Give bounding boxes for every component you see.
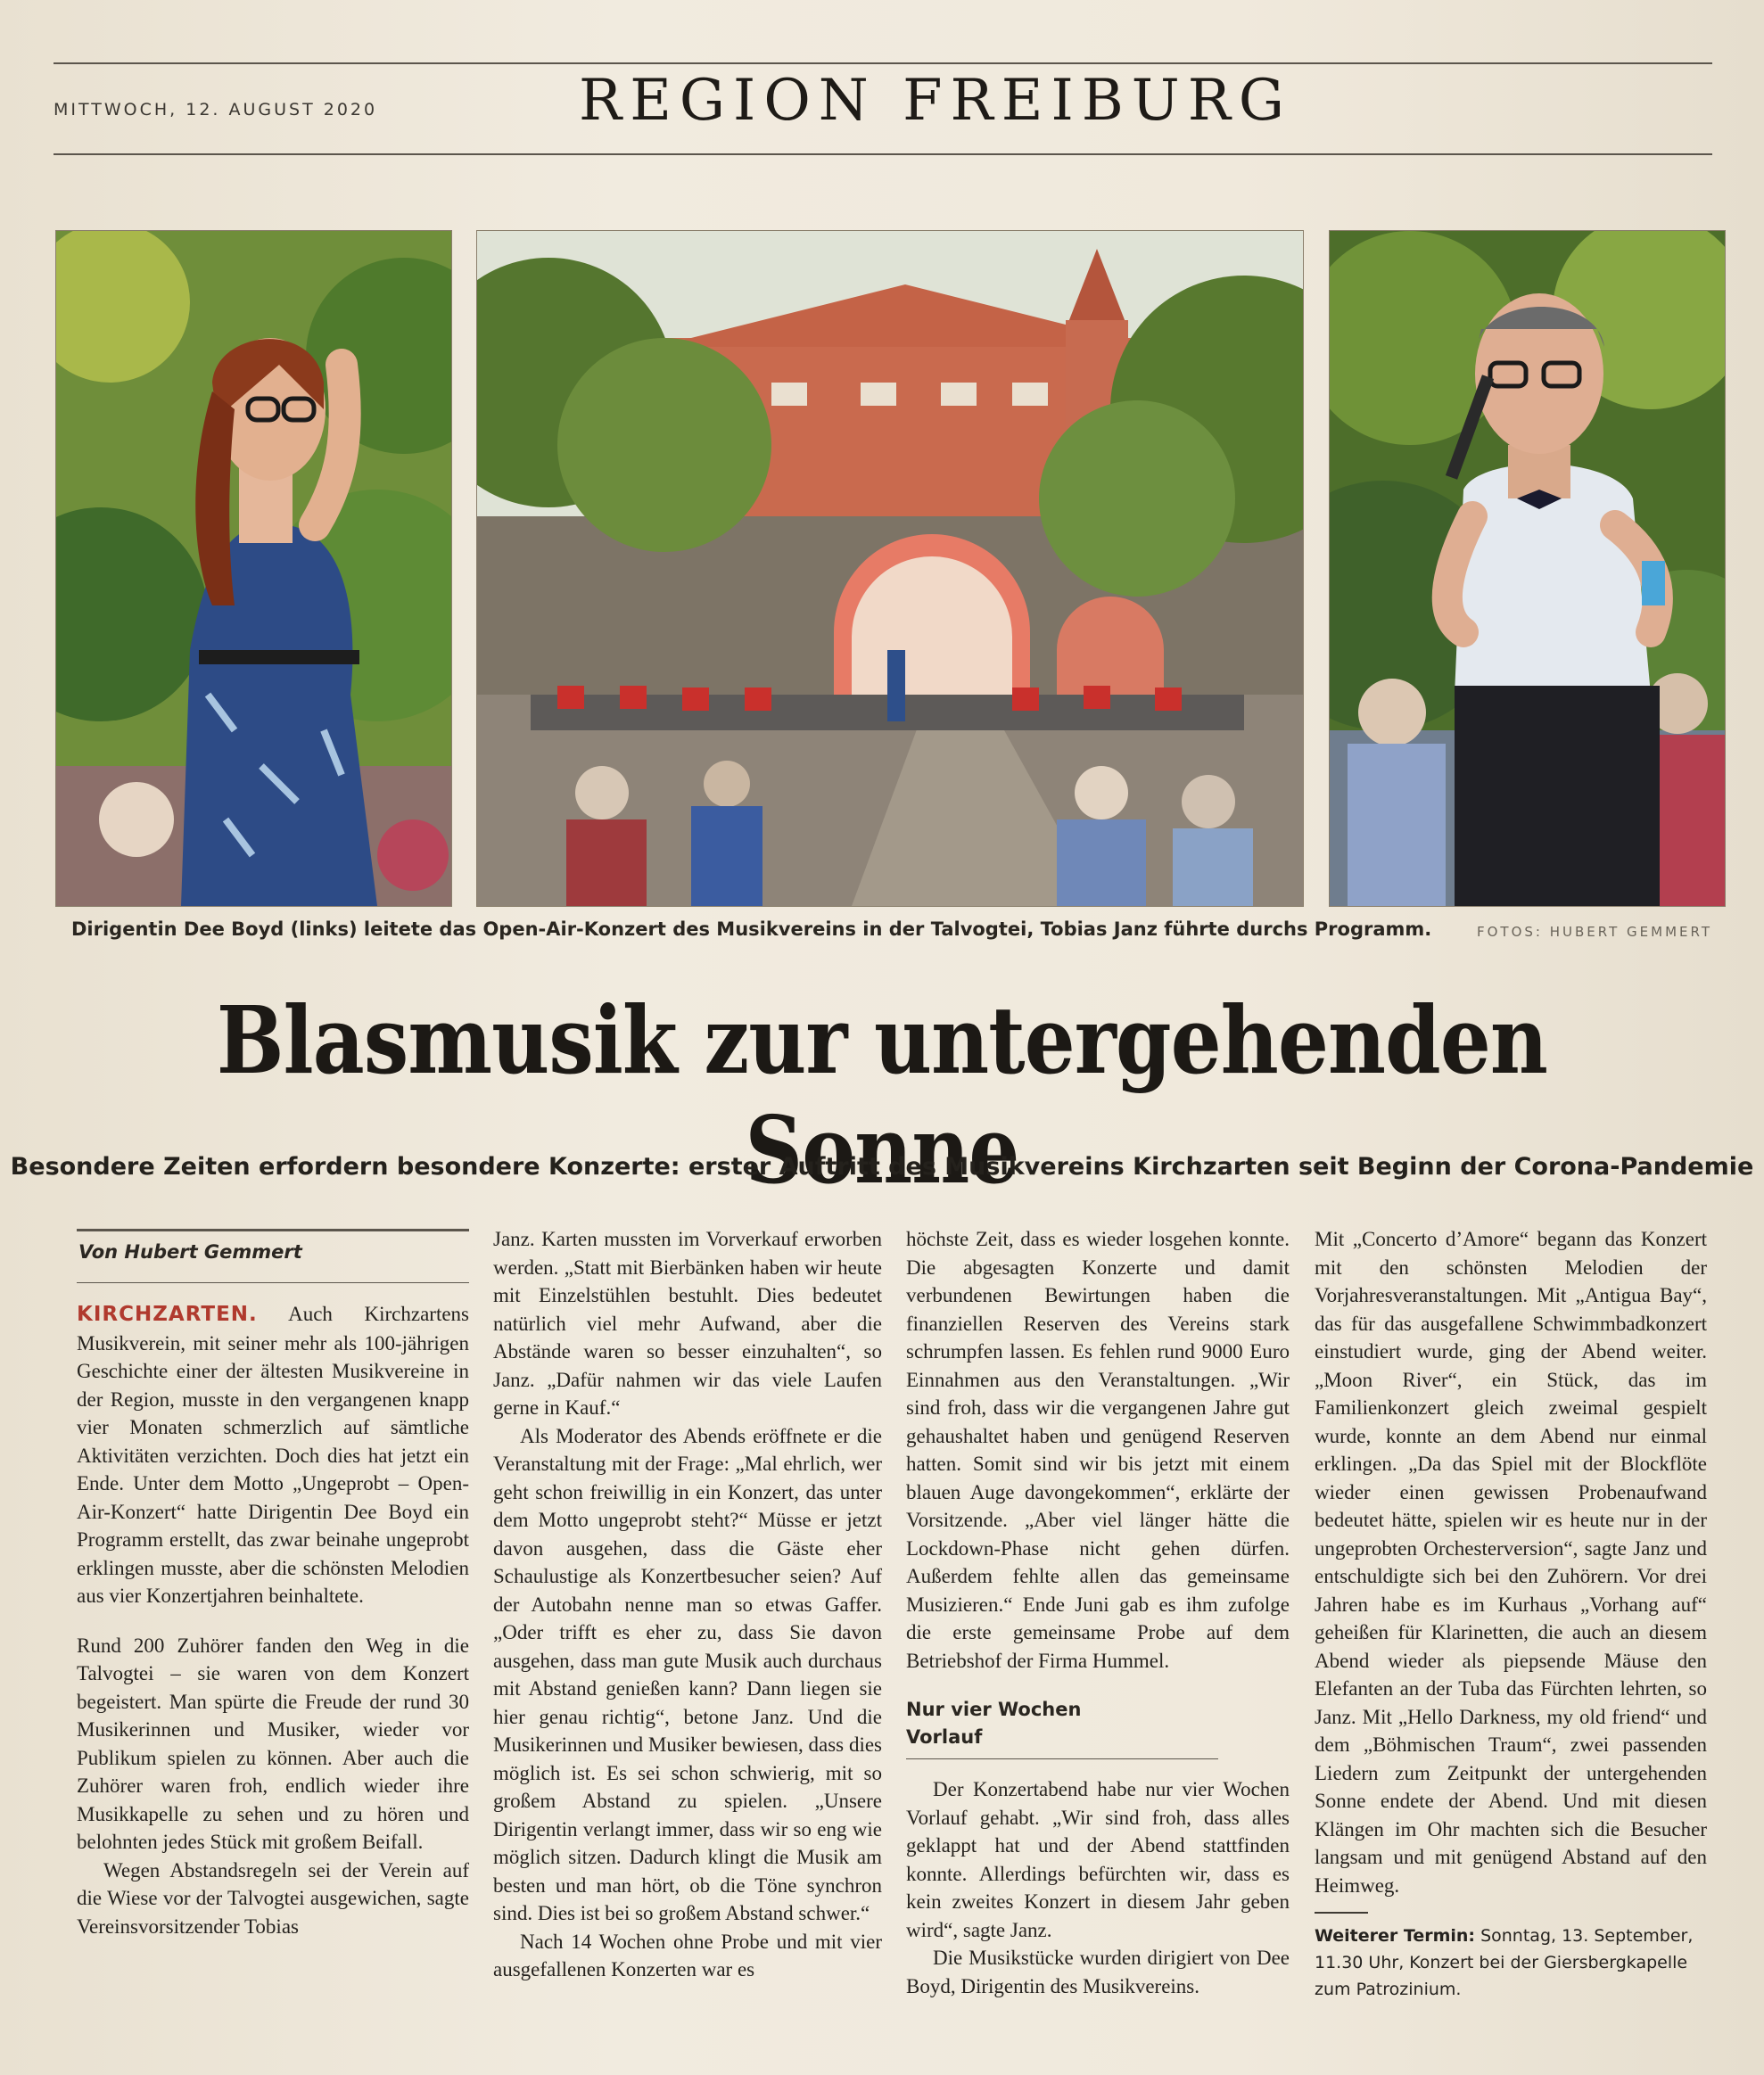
photo-concert-castle [476,230,1304,907]
article-column-3 [906,1225,1290,2000]
col3-subhead: Nur vier Wochen Vorlauf [906,1699,1082,1748]
photo-moderator [1329,230,1726,907]
col2-paragraph-1: Janz. Karten mussten im Vorverkauf erworben werden. „Statt mit Bierbänken haben wir heute mit Einzelstühlen bestuhlt. Dies bedeutet natürlich viel mehr Aufwand, aber die Abstände waren so besser einzuhalten“, so Janz. „Dafür nahmen wir das viele Laufen gerne in Kauf.“ [493,1228,882,1419]
termin-rule [1315,1912,1368,1914]
headline: Blasmusik zur untergehenden Sonne [216,985,1548,1205]
col3-paragraph-2: Der Konzertabend habe nur vier Wochen Vorlauf gehabt. „Wir sind froh, dass alles geklappt hat und der Abend stattfinden konnte. Allerdings befürchten wir, dass es kein zweites Konzert in diesem Jahr geben wird“, sagte Janz. [906,1778,1290,1941]
col3-paragraph-1: höchste Zeit, dass es wieder losgehen konnte. Die abgesagten Konzerte und damit verbundenen Bewirtungen haben die finanziellen Reserven des Vereins stark schrumpfen lassen. Es fehlen rund 9000 Euro Einnahmen aus den Veranstaltungen. „Wir sind froh, dass wir die vergangenen Jahre gut gehaushaltet haben und genügend Reserven hatten. Somit sind wir bis jetzt mit einem blauen Auge davongekommen“, erklärte der Vorsitzende. „Aber viel länger hätte die Lockdown-Phase nicht gehen dürfen. Außerdem fehlte allen das gemeinsame Musizieren.“ Ende Juni gab es ihm zufolge die erste gemeinsame Probe auf dem Betriebshof der Firma Hummel. [906,1228,1290,1672]
subhead-rule [906,1758,1218,1759]
article-column-1 [77,1300,469,1940]
col1-paragraph-3: Wegen Abstandsregeln sei der Verein auf die Wiese vor der Talvogtei ausgewichen, sagte Vereinsvorsitzender Tobias [77,1858,469,1938]
col1-paragraph-2: Rund 200 Zuhörer fanden den Weg in die Talvogtei – sie waren von dem Konzert begeistert. Man spürte die Freude der rund 30 Musikerinnen und Musiker, wieder vor Publikum spielen zu können. Aber auch die Zuhörer waren froh, endlich wieder ihre Musikkapelle zu sehen und zu hören und belohnten jedes Stück mit großem Beifall. [77,1634,469,1853]
col1-paragraph-1: Auch Kirchzartens Musikverein, mit seiner mehr als 100-jährigen Geschichte einer der ältesten Musikvereine in der Region, musste in den vergangenen knapp vier Monaten schmerzlich auf sämtliche Aktivitäten verzichten. Doch dies hat jetzt ein Ende. Unter dem Motto „Ungeprobt – Open-Air-Konzert“ hatte Dirigentin Dee Boyd ein Programm erstellt, das zwar beinahe ungeprobt erklingen musste, aber die schönsten Melodien aus vier Konzertjahren beinhaltete. [77,1303,469,1607]
termin-text: Sonntag, 13. September, 11.30 Uhr, Konzert bei der Giersbergkapelle zum Patrozinium. [1315,1926,1694,1999]
byline-rule-bottom [77,1282,469,1283]
top-rule [54,62,1712,64]
col3-paragraph-3: Die Musikstücke wurden dirigiert von Dee Boyd, Dirigentin des Musikvereins. [906,1947,1290,1997]
photo-conductor [55,230,452,907]
photo-credit: FOTOS: HUBERT GEMMERT [1477,924,1712,940]
section-title: REGION FREIBURG [579,68,1292,134]
byline: Von Hubert Gemmert [78,1241,302,1263]
col2-paragraph-2: Als Moderator des Abends eröffnete er die Veranstaltung mit der Frage: „Mal ehrlich, wer geht schon freiwillig in ein Konzert, das unter dem Motto ungeprobt steht?“ Müsse er jetzt davon ausgehen, dass die Gäste eher Schaulustige als Konzertbesucher seien? Auf der Autobahn nenne man so etwas Gaffer. „Oder trifft es eher zu, dass Sie davon ausgehen, dass man gute Musik auch durchaus mit Abstand genießen kann? Dann liegen sie hier genau richtig“, betone Janz. Und die Musikerinnen und Musiker bewiesen, dass dies möglich ist. Es sei schon schwierig, mit so großem Abstand zu spielen. „Unsere Dirigentin verlangt immer, dass wir so eng wie möglich sitzen. Dadurch klingt die Musik am besten und man hört, ob die Töne synchron sind. Dies ist bei so großem Abstand schwer.“ [493,1424,882,1924]
col4-paragraph-1: Mit „Concerto d’Amore“ begann das Konzert mit den schönsten Melodien der Vorjahresveranstaltungen. Mit „Antigua Bay“, das für das ausgefallene Schwimmbadkonzert einstudiert wurde, ging der Abend weiter. „Moon River“, ein Stück, das im Familienkonzert gleich zweimal gespielt wurde, konnte an dem Abend nur einmal erklingen. „Da das Spiel mit der Blockflöte wieder einen gewissen Probenaufwand bedeutet hätte, spielen wir es heute nur in der ungeprobten Orchesterversion“, sagte Janz und entschuldigte sich bei den Zuhörern. Vor drei Jahren habe es im Kurhaus „Vorhang auf“ geheißen für Klarinetten, die auch an diesem Abend wieder als piepsende Mäuse den Elefanten an der Tuba das Fürchten lehrten, so Janz. Mit „Hello Darkness, my old friend“ und dem „Böhmischen Traum“, zwei passenden Liedern zum Zeitpunkt der untergehenden Sonne endete der Abend. Und mit diesen Klängen im Ohr machten sich die Besucher langsam und mit genügend Abstand auf den Heimweg. [1315,1228,1707,1897]
byline-rule-top [77,1229,469,1231]
issue-date: MITTWOCH, 12. AUGUST 2020 [54,100,378,119]
article-column-2 [493,1225,882,1984]
termin-label: Weiterer Termin: [1315,1926,1476,1946]
photo-caption: Dirigentin Dee Boyd (links) leitete das Open-Air-Konzert des Musikvereins in der Talvogtei, Tobias Janz führte durchs Programm. [71,918,1432,940]
subheadline: Besondere Zeiten erfordern besondere Konzerte: erster Auftritt des Musikvereins Kirchzarten seit Beginn der Corona-Pandemie [10,1153,1754,1181]
article-column-4 [1315,1225,1707,2003]
termin-note [1315,1923,1707,2003]
col2-paragraph-3: Nach 14 Wochen ohne Probe und mit vier ausgefallenen Konzerten war es [493,1930,882,1980]
dateline-place: KIRCHZARTEN. [77,1303,258,1326]
masthead-rule [54,153,1712,155]
